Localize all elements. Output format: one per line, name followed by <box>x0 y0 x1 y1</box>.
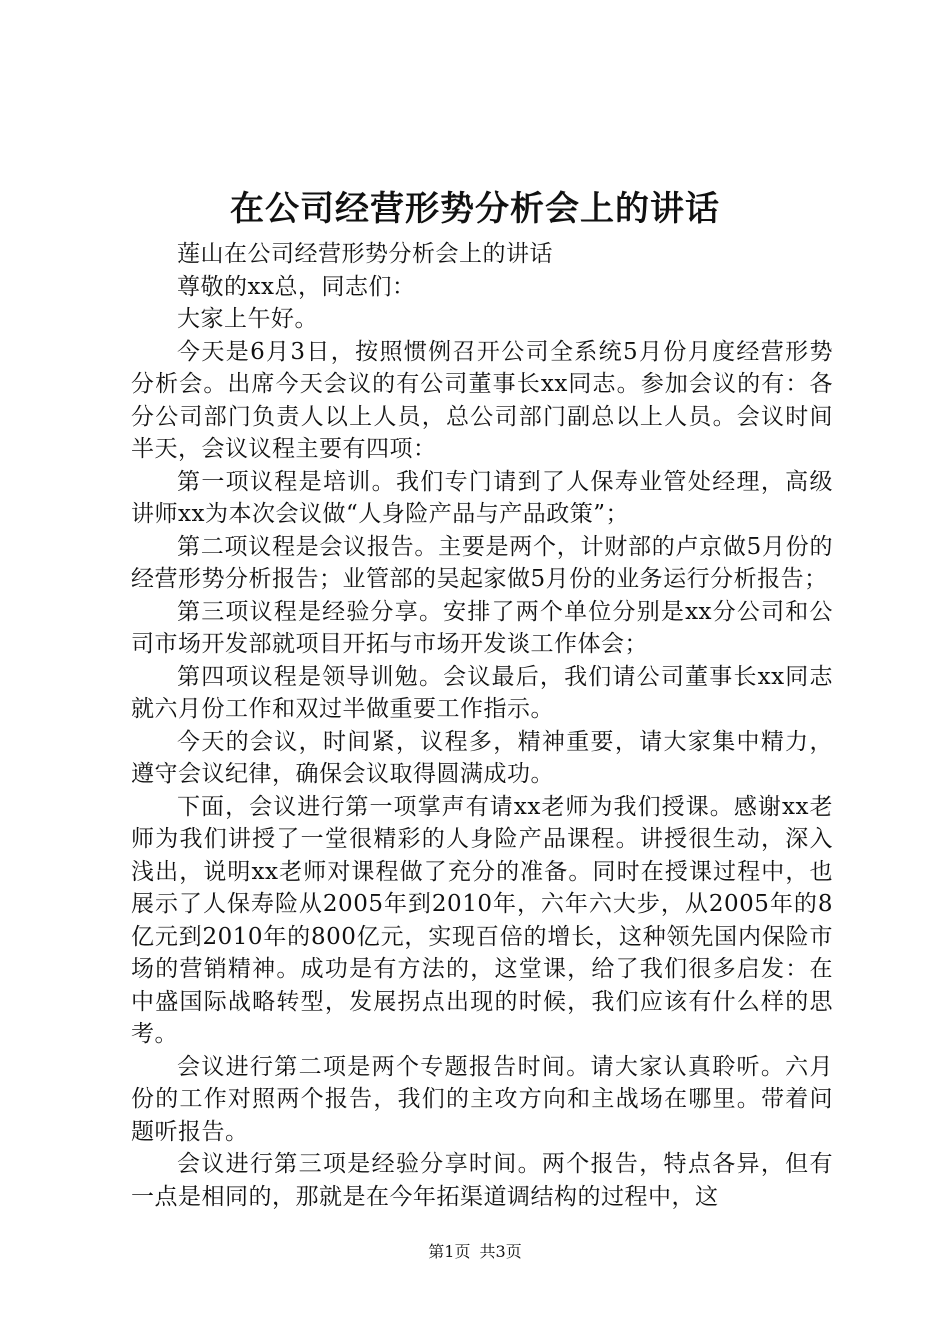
paragraph: 会议进行第二项是两个专题报告时间。请大家认真聆听。六月份的工作对照两个报告，我们的主攻方向和主战场在哪里。带着问题听报告。 <box>131 1053 833 1145</box>
paragraph: 下面，会议进行第一项掌声有请xx老师为我们授课。感谢xx老师为我们讲授了一堂很精彩的人身险产品课程。讲授很生动，深入浅出，说明xx老师对课程做了充分的准备。同时在授课过程中，也展示了人保寿险从2005年到2010年，六年六大步，从2005年的8亿元到2010年的800亿元，实现百倍的增长，这种领先国内保险市场的营销精神。成功是有方法的，这堂课，给了我们很多启发：在中盛国际战略转型，发展拐点出现的时候，我们应该有什么样的思考。 <box>131 793 833 1047</box>
page-number: 第1页 <box>428 1242 471 1261</box>
paragraph: 莲山在公司经营形势分析会上的讲话 <box>177 241 553 267</box>
page-footer <box>0 1240 950 1264</box>
salutation: 尊敬的xx总，同志们： <box>177 273 416 300</box>
paragraph: 第四项议程是领导训勉。会议最后，我们请公司董事长xx同志就六月份工作和双过半做重要工作指示。 <box>131 663 833 722</box>
page-total: 共3页 <box>479 1242 522 1261</box>
document-title: 在公司经营形势分析会上的讲话 <box>230 189 720 229</box>
paragraph: 会议进行第三项是经验分享时间。两个报告，特点各异，但有一点是相同的，那就是在今年拓渠道调结构的过程中，这 <box>131 1151 833 1210</box>
greeting: 大家上午好。 <box>177 306 318 332</box>
paragraph: 第三项议程是经验分享。安排了两个单位分别是xx分公司和公司市场开发部就项目开拓与市场开发谈工作体会； <box>131 598 833 657</box>
paragraph: 第一项议程是培训。我们专门请到了人保寿业管处经理，高级讲师xx为本次会议做“人身险产品与产品政策”； <box>131 468 833 527</box>
paragraph: 今天的会议，时间紧，议程多，精神重要，请大家集中精力，遵守会议纪律，确保会议取得圆满成功。 <box>131 728 833 787</box>
document-body <box>131 238 833 1213</box>
paragraph: 第二项议程是会议报告。主要是两个，计财部的卢京做5月份的经营形势分析报告；业管部的吴起家做5月份的业务运行分析报告； <box>131 533 833 592</box>
paragraph: 今天是6月3日，按照惯例召开公司全系统5月份月度经营形势分析会。出席今天会议的有公司董事长xx同志。参加会议的有：各分公司部门负责人以上人员，总公司部门副总以上人员。会议时间半天，会议议程主要有四项： <box>131 338 833 462</box>
